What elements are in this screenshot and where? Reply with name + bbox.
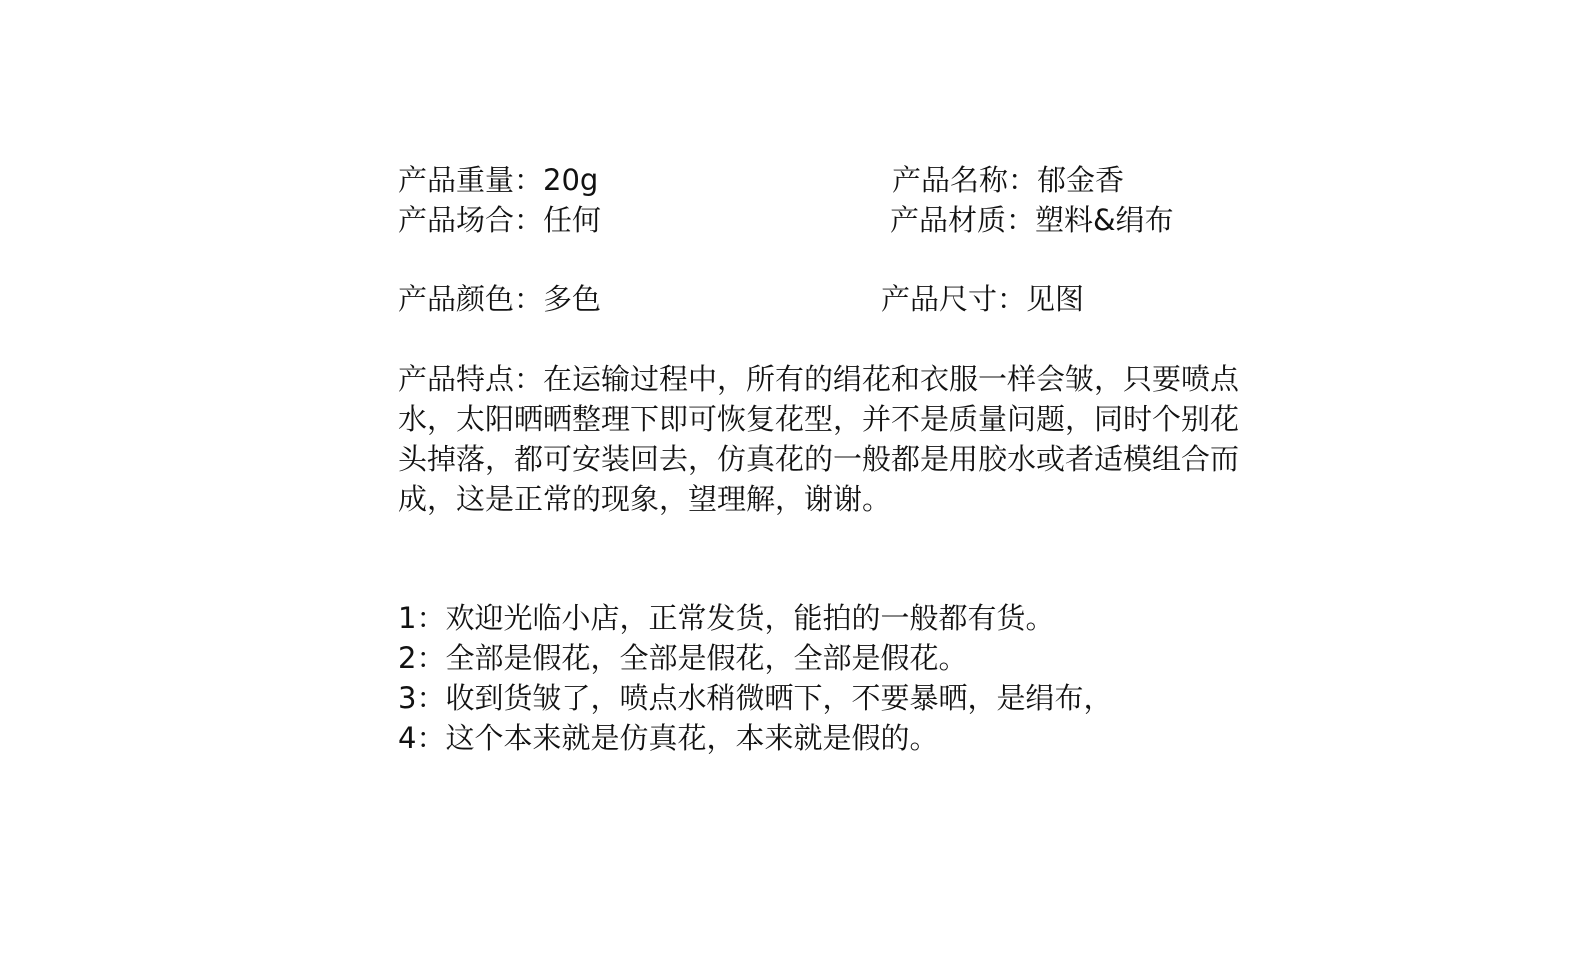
note-item: 4：这个本来就是仿真花，本来就是假的。: [398, 721, 939, 755]
spec-color: 产品颜色：多色: [398, 282, 602, 316]
note-item: 1：欢迎光临小店，正常发货，能拍的一般都有货。: [398, 601, 1055, 635]
spec-weight: 产品重量：20g: [398, 163, 599, 197]
notes-list: [398, 598, 1112, 758]
note-item: 3：收到货皱了，喷点水稍微晒下，不要暴晒，是绢布，: [398, 681, 1113, 715]
note-item: 2：全部是假花，全部是假花，全部是假花。: [398, 641, 968, 675]
spec-material: 产品材质：塑料&绢布: [890, 203, 1174, 237]
product-features-paragraph: 产品特点：在运输过程中，所有的绢花和衣服一样会皱，只要喷点水，太阳晒晒整理下即可恢复花型，并不是质量问题，同时个别花头掉落，都可安装回去，仿真花的一般都是用胶水或者适模组合而成，这是正常的现象，望理解，谢谢。: [398, 362, 1240, 516]
spec-size: 产品尺寸：见图: [881, 282, 1085, 316]
spec-name: 产品名称：郁金香: [892, 163, 1125, 197]
spec-occasion: 产品场合：任何: [398, 203, 602, 237]
